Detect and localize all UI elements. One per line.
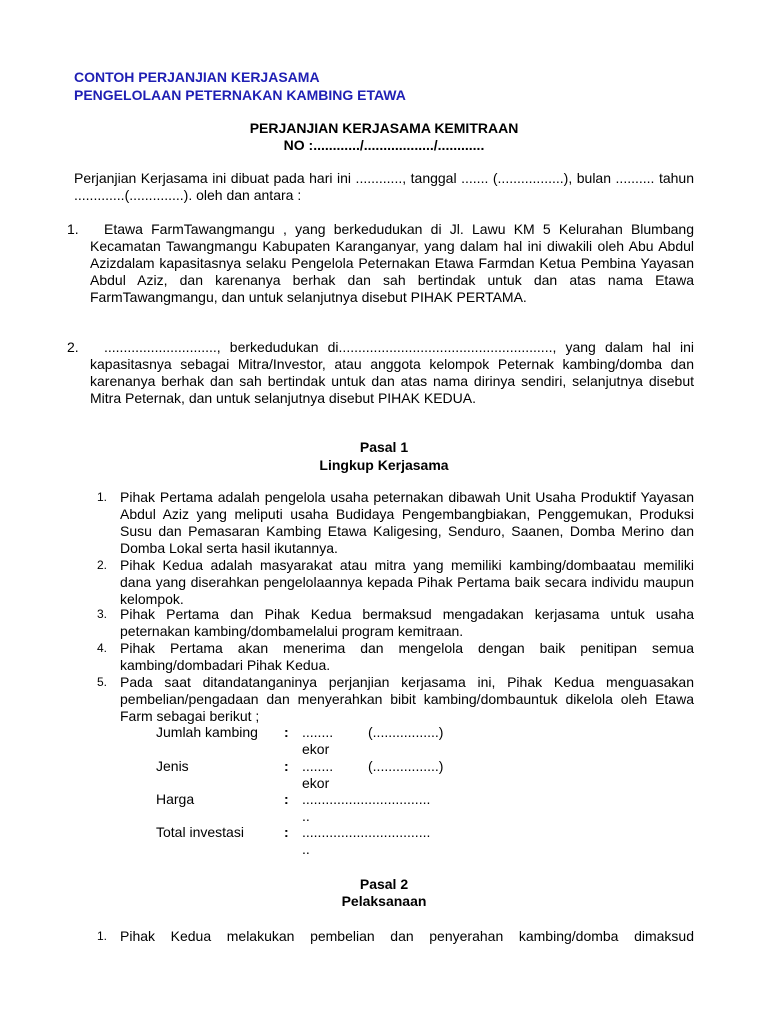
detail-value: ........ [302,724,334,740]
detail-colon: : [284,824,289,840]
detail-value: ................................. [302,791,431,807]
detail-label: Total investasi [156,824,244,840]
party-1-text: Etawa FarmTawangmangu , yang berkedudukan di Jl. Lawu KM 5 Kelurahan Blumbang Kecamatan Tawangmangu Kabupaten Karanganyar, yang dalam hal ini diwakili oleh Abu Abdul Azizdalam kapasitasnya selaku Pengelola Peternakan Etawa Farmdan Ketua Pembina Yayasan Abdul Aziz, dan karenanya berhak dan sah bertindak untuk dan atas nama Etawa FarmTawangmangu, dan untuk selanjutnya disebut PIHAK PERTAMA. [90,221,694,305]
detail-value-cont: .. [302,808,310,824]
detail-unit: ekor [302,741,330,757]
agreement-intro: Perjanjian Kerjasama ini dibuat pada hari ini ............, tanggal ....... (.................), bulan .......... tahun .............(..............). oleh dan antara : [74,170,694,203]
detail-label: Jenis [156,758,189,774]
detail-colon: : [284,758,289,774]
pasal-1-item-5-number: 5. [97,675,108,689]
pasal-1-subtitle: Lingkup Kerjasama [319,457,449,473]
detail-label: Harga [156,791,195,807]
pasal-1-item-1-text: Pihak Pertama adalah pengelola usaha peternakan dibawah Unit Usaha Produktif Yayasan Abdul Aziz yang meliputi usaha Budidaya Pengembangbiakan, Penggemukan, Produksi Susu dan Pemasaran Kambing Etawa Kaligesing, Senduro, Saanen, Domba Merino dan Domba Lokal serta hasil ikutannya. [120,489,694,556]
detail-label: Jumlah kambing [156,724,258,740]
document-title-line-1: CONTOH PERJANJIAN KERJASAMA [74,69,320,85]
document-title-line-2: PENGELOLAAN PETERNAKAN KAMBING ETAWA [74,87,406,103]
pasal-2-item-1-text: Pihak Kedua melakukan pembelian dan penyerahan kambing/domba dimaksud [120,928,694,944]
agreement-title: PERJANJIAN KERJASAMA KEMITRAAN [249,120,519,136]
detail-value-words: (.................) [368,758,444,774]
detail-unit: ekor [302,775,330,791]
detail-value-cont: .. [302,841,310,857]
pasal-2-item-1-number: 1. [97,929,108,943]
pasal-1-item-5-text: Pada saat ditandatanganinya perjanjian kerjasama ini, Pihak Kedua menguasakan pembelian/pengadaan dan menyerahkan bibit kambing/dombauntuk dikelola oleh Etawa Farm sebagai berikut ; [120,674,694,724]
pasal-2-title: Pasal 2 [359,876,409,892]
party-1-number: 1. [67,221,79,237]
pasal-1-item-3-text: Pihak Pertama dan Pihak Kedua bermaksud mengadakan kerjasama untuk usaha peternakan kambing/dombamelalui program kemitraan. [120,606,694,639]
detail-value: ................................. [302,824,431,840]
detail-colon: : [284,791,289,807]
party-2-number: 2. [67,339,79,355]
pasal-2-subtitle: Pelaksanaan [341,893,427,909]
pasal-1-item-2-text: Pihak Kedua adalah masyarakat atau mitra yang memiliki kambing/dombaatau memiliki dana yang diserahkan pengelolaannya kepada Pihak Pertama baik secara individu maupun kelompok. [120,557,694,607]
party-2-text: ............................., berkedudukan di......................................................., yang dalam hal ini kapasitasnya sebagai Mitra/Investor, atau anggota kelompok Peternak kambing/domba dan karenanya berhak dan sah bertindak untuk dan atas nama dirinya sendiri, selanjutnya disebut Mitra Peternak, dan untuk selanjutnya disebut PIHAK KEDUA. [90,339,694,406]
detail-value-words: (.................) [368,724,444,740]
document-title [74,68,406,104]
pasal-1-item-4-number: 4. [97,641,108,655]
detail-colon: : [284,724,289,740]
pasal-1-item-2-number: 2. [97,558,108,572]
pasal-1-item-4-text: Pihak Pertama akan menerima dan mengelola dengan baik penitipan semua kambing/dombadari Pihak Kedua. [120,640,694,673]
detail-value: ........ [302,758,334,774]
agreement-number: NO :............/................../............ [283,137,485,153]
pasal-1-title: Pasal 1 [359,439,409,455]
pasal-1-item-3-number: 3. [97,607,108,621]
pasal-1-item-1-number: 1. [97,490,108,504]
